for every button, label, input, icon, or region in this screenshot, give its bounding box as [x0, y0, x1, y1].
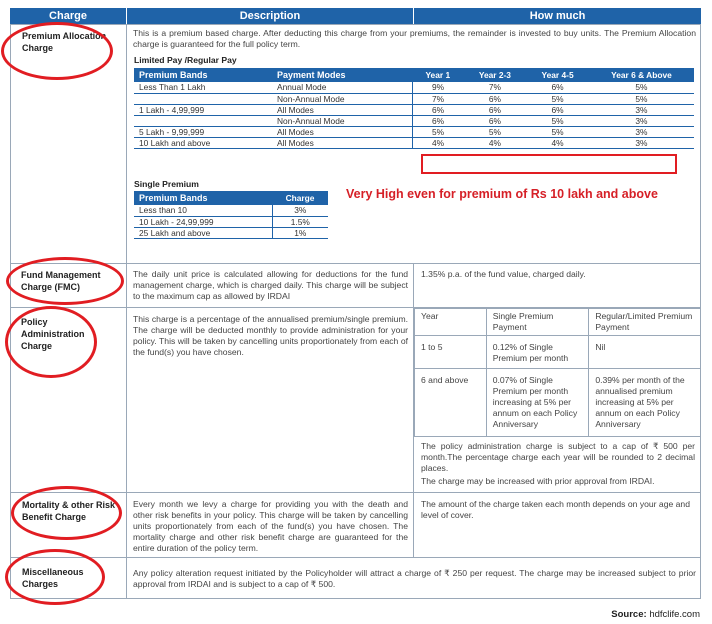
table-cell: 6%: [464, 93, 527, 104]
table-cell: 5%: [589, 82, 694, 93]
table-cell: All Modes: [272, 137, 412, 148]
table-cell: Less than 10: [134, 205, 272, 216]
fmc-label: Fund Management Charge (FMC): [21, 270, 101, 292]
table-cell: 0.07% of Single Premium per month increasing at 5% per annum on each Policy Anniversary: [486, 369, 589, 437]
premium-allocation-label: Premium Allocation Charge: [22, 31, 107, 53]
table-cell: 1 to 5: [415, 336, 487, 369]
policy-admin-description: This charge is a percentage of the annualised premium/single premium. The charge will be deducted monthly to provide administration for your policy. This will be taken by cancelling units proportionately from each of the fund(s) you have chosen.: [133, 314, 408, 357]
table-row: [134, 137, 694, 148]
mortality-description: Every month we levy a charge for providing you with the death and other risk benefits in your policy. This charge will be taken by cancelling units proportionately from each of the fund(s) you have chosen. The mortality charge and other risk benefit charge are guaranteed for the entire duration of the policy term.: [133, 499, 408, 553]
annotation-oval: [1, 22, 113, 80]
table-cell: 9%: [412, 82, 464, 93]
table-header-cell: Year 2-3: [464, 68, 527, 82]
table-cell: 7%: [412, 93, 464, 104]
misc-label: Miscellaneous Charges: [22, 567, 84, 589]
table-header-cell: Premium Bands: [134, 68, 272, 82]
fmc-how-much: 1.35% p.a. of the fund value, charged daily.: [421, 269, 586, 279]
row-divider: [10, 557, 701, 558]
table-row: [134, 205, 328, 216]
table-cell: 3%: [589, 115, 694, 126]
row-divider: [10, 492, 701, 493]
table-cell: 5%: [526, 115, 589, 126]
table-row: [415, 336, 701, 369]
table-cell: 5%: [464, 126, 527, 137]
table-cell: 25 Lakh and above: [134, 227, 272, 238]
policy-admin-note: The policy administration charge is subject to a cap of ₹ 500 per month.The percentage charge each year will be rounded to 2 decimal places.: [421, 441, 695, 473]
highlight-box: [421, 154, 677, 174]
table-header-cell: Charge: [272, 191, 328, 205]
table-cell: 1.5%: [272, 216, 328, 227]
table-cell: 0.39% per month of the annualised premium increasing at 5% per annum on each Policy Anniversary: [589, 369, 701, 437]
table-header-cell: Year 4-5: [526, 68, 589, 82]
table-header-cell: Year 6 & Above: [589, 68, 694, 82]
limited-pay-table: [134, 68, 694, 149]
premium-allocation-description: This is a premium based charge. After deducting this charge from your premiums, the remainder is invested to buy units. The Premium Allocation charge is guaranteed for the full policy term.: [133, 28, 696, 49]
table-row: [134, 82, 694, 93]
table-row: [134, 115, 694, 126]
table-header-cell: Year: [415, 309, 487, 336]
table-header-cell: Premium Bands: [134, 191, 272, 205]
table-row: [134, 216, 328, 227]
single-premium-table: [134, 191, 328, 239]
source-value: hdfclife.com: [649, 609, 700, 620]
table-cell: 4%: [412, 137, 464, 148]
misc-description: Any policy alteration request initiated by the Policyholder will attract a charge of ₹ 250 per request. The charge may be increased subject to prior approval from IRDAI and is subject to a cap of ₹ 500.: [133, 568, 696, 589]
policy-admin-note-2: The charge may be increased with prior approval from IRDAI.: [421, 476, 655, 486]
table-cell: 6%: [412, 115, 464, 126]
annotation-oval: [11, 486, 122, 540]
annotation-oval: [5, 306, 97, 378]
table-cell: [134, 93, 272, 104]
table-row: [134, 227, 328, 238]
table-header-cell: Payment Modes: [272, 68, 412, 82]
source-label: Source:: [611, 609, 647, 620]
table-cell: 6%: [526, 82, 589, 93]
table-cell: All Modes: [272, 126, 412, 137]
table-cell: 3%: [272, 205, 328, 216]
table-cell: [134, 115, 272, 126]
source-credit: [611, 609, 700, 620]
table-header-cell: Regular/Limited Premium Payment: [589, 309, 701, 336]
table-cell: 5%: [589, 93, 694, 104]
table-cell: 6%: [526, 104, 589, 115]
table-cell: 4%: [526, 137, 589, 148]
table-header-cell: Year 1: [412, 68, 464, 82]
table-cell: 3%: [589, 126, 694, 137]
policy-admin-table: [414, 308, 701, 437]
table-cell: 6%: [412, 104, 464, 115]
mortality-how-much: The amount of the charge taken each month depends on your age and level of cover.: [421, 499, 690, 520]
table-row: [134, 126, 694, 137]
table-cell: 6 and above: [415, 369, 487, 437]
table-header-cell: Single Premium Payment: [486, 309, 589, 336]
annotation-oval: [6, 257, 124, 305]
table-cell: 0.12% of Single Premium per month: [486, 336, 589, 369]
table-cell: 4%: [464, 137, 527, 148]
table-cell: 5%: [412, 126, 464, 137]
policy-admin-label: Policy Administration Charge: [21, 317, 85, 351]
table-cell: 5 Lakh - 9,99,999: [134, 126, 272, 137]
table-cell: 10 Lakh and above: [134, 137, 272, 148]
table-cell: 6%: [464, 104, 527, 115]
table-row: [134, 104, 694, 115]
table-cell: Non-Annual Mode: [272, 93, 412, 104]
table-cell: 1%: [272, 227, 328, 238]
table-cell: Nil: [589, 336, 701, 369]
table-row: [415, 309, 701, 336]
header-charge: Charge: [10, 8, 126, 24]
column-divider: [126, 24, 127, 599]
row-divider: [10, 263, 701, 264]
table-cell: All Modes: [272, 104, 412, 115]
table-cell: 5%: [526, 93, 589, 104]
single-premium-title: Single Premium: [134, 179, 199, 189]
limited-pay-title: Limited Pay /Regular Pay: [134, 55, 237, 65]
highlight-callout: Very High even for premium of Rs 10 lakh and above: [346, 187, 658, 201]
table-cell: Non-Annual Mode: [272, 115, 412, 126]
table-row: [415, 369, 701, 437]
table-cell: 7%: [464, 82, 527, 93]
table-cell: 1 Lakh - 4,99,999: [134, 104, 272, 115]
fmc-description: The daily unit price is calculated allowing for deductions for the fund management charge, which is charged daily. This charge will be subject to the maximum cap as allowed by IRDAI: [133, 269, 408, 301]
table-cell: 6%: [464, 115, 527, 126]
mortality-label: Mortality & other Risk Benefit Charge: [22, 500, 116, 522]
table-cell: Less Than 1 Lakh: [134, 82, 272, 93]
header-description: Description: [127, 8, 413, 24]
table-cell: Annual Mode: [272, 82, 412, 93]
header-how-much: How much: [414, 8, 701, 24]
table-row: [134, 93, 694, 104]
annotation-oval: [5, 549, 105, 605]
table-cell: 3%: [589, 137, 694, 148]
table-cell: 5%: [526, 126, 589, 137]
table-cell: 10 Lakh - 24,99,999: [134, 216, 272, 227]
table-cell: 3%: [589, 104, 694, 115]
